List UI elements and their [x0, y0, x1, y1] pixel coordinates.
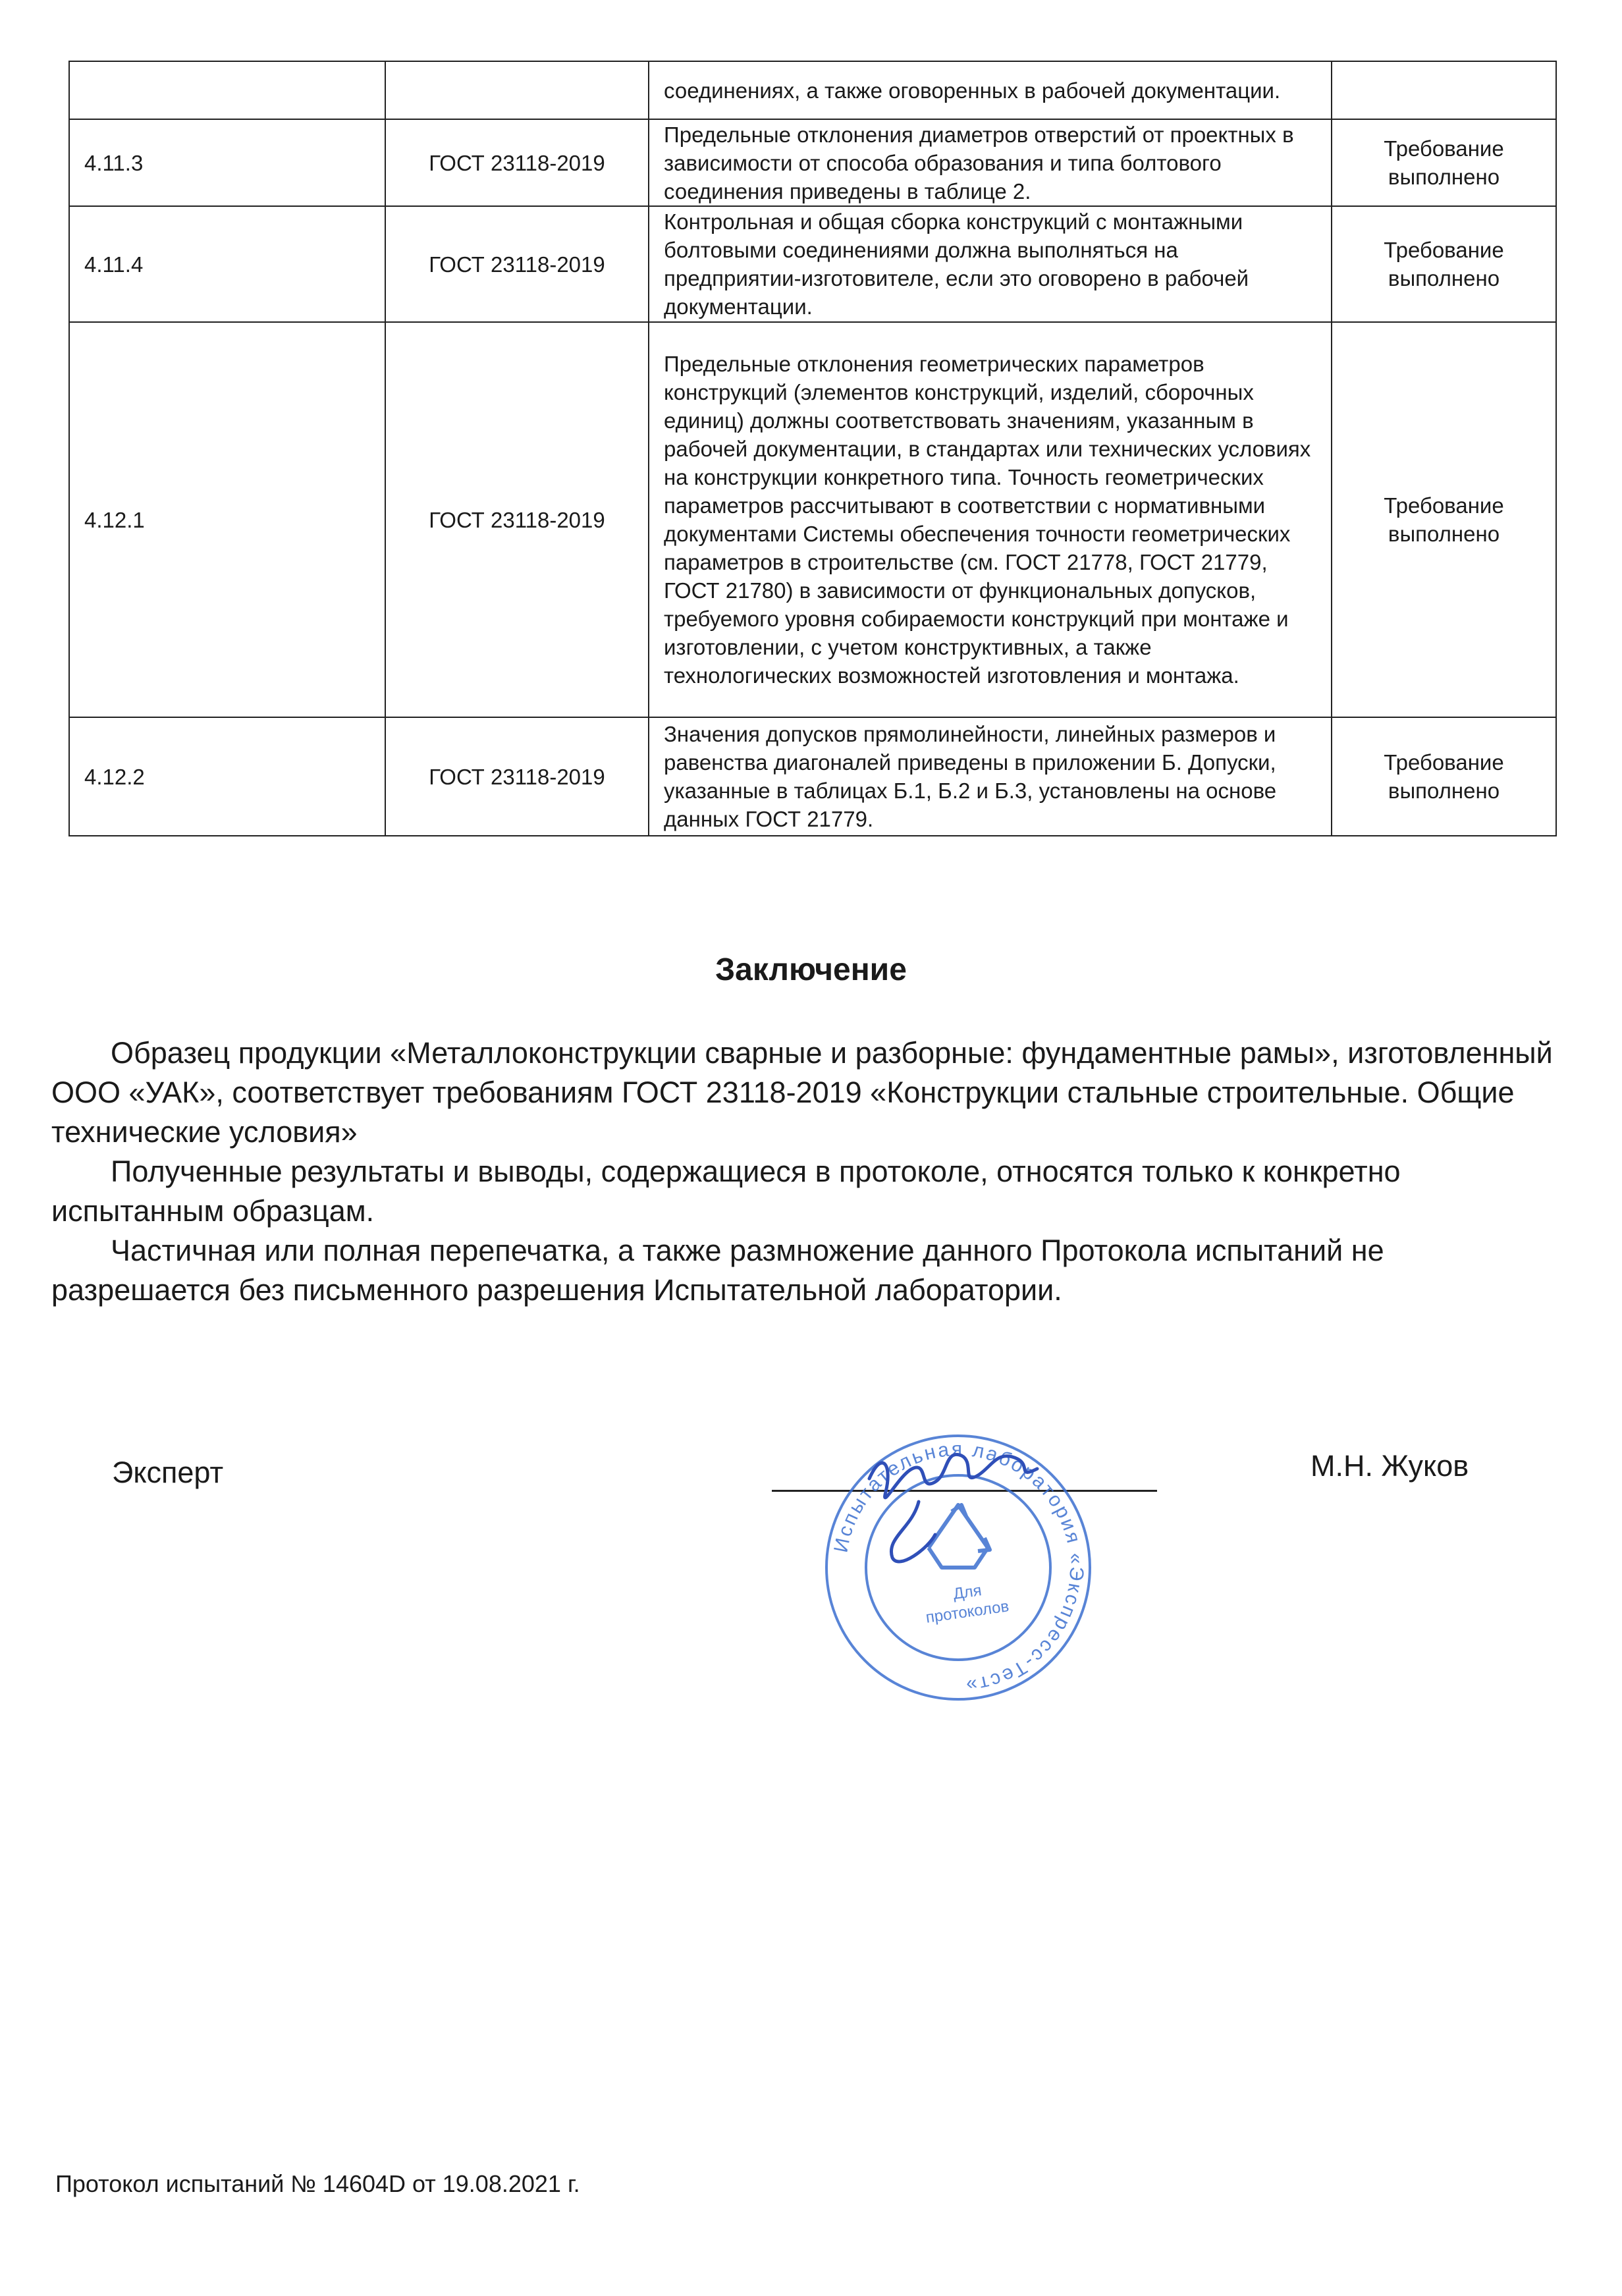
requirements-table: [68, 61, 1557, 836]
requirement-text: Значения допусков прямолинейности, линейных размеров и равенства диагоналей приведены в приложении Б. Допуски, указанные в таблицах Б.1, Б.2 и Б.3, установлены на основе данных ГОСТ 21779.: [649, 717, 1332, 836]
requirement-text: Контрольная и общая сборка конструкций с монтажными болтовыми соединениями должна выполняться на предприятии-изготовителе, если это оговорено в рабочей документации.: [649, 206, 1332, 322]
expert-name: М.Н. Жуков: [1311, 1449, 1469, 1483]
clause-number: [69, 61, 385, 119]
clause-number: 4.12.2: [69, 717, 385, 836]
standard-ref: ГОСТ 23118-2019: [385, 206, 649, 322]
result-status: Требование выполнено: [1332, 322, 1556, 717]
lab-stamp: [820, 1370, 1096, 1712]
result-status: Требование выполнено: [1332, 206, 1556, 322]
table-row: [69, 206, 1556, 322]
result-status: Требование выполнено: [1332, 717, 1556, 836]
clause-number: 4.12.1: [69, 322, 385, 717]
result-status: [1332, 61, 1556, 119]
clause-number: 4.11.4: [69, 206, 385, 322]
conclusion-title: Заключение: [715, 952, 907, 987]
table-row: [69, 322, 1556, 717]
standard-ref: [385, 61, 649, 119]
recycle-arrows-icon: [929, 1505, 990, 1568]
table-row: [69, 119, 1556, 206]
conclusion-paragraph: Образец продукции «Металлоконструкции сварные и разборные: фундаментные рамы», изготовленный ООО «УАК», соответствует требованиям ГОСТ 23118-2019 «Конструкции стальные строительные. Общие технические условия»: [51, 1036, 1553, 1149]
conclusion-body: [51, 1033, 1566, 1310]
signature-row: [0, 1449, 1622, 1508]
conclusion-paragraph: Полученные результаты и выводы, содержащиеся в протоколе, относятся только к конкретно испытанным образцам.: [51, 1155, 1401, 1228]
standard-ref: ГОСТ 23118-2019: [385, 717, 649, 836]
requirements-table-wrap: [68, 61, 1555, 836]
stamp-ring-text: Испытательная лаборатория «Экспресс-Тест»: [830, 1438, 1088, 1697]
clause-number: 4.11.3: [69, 119, 385, 206]
requirement-text: соединениях, а также оговоренных в рабочей документации.: [649, 61, 1332, 119]
stamp-center-line2: протоколов: [925, 1597, 1010, 1627]
table-row: [69, 717, 1556, 836]
table-row: [69, 61, 1556, 119]
requirement-text: Предельные отклонения диаметров отверстий от проектных в зависимости от способа образования и типа болтового соединения приведены в таблице 2.: [649, 119, 1332, 206]
standard-ref: ГОСТ 23118-2019: [385, 119, 649, 206]
standard-ref: ГОСТ 23118-2019: [385, 322, 649, 717]
expert-label: Эксперт: [112, 1456, 224, 1489]
requirement-text: Предельные отклонения геометрических параметров конструкций (элементов конструкций, изделий, сборочных единиц) должны соответствовать значениям, указанным в рабочей документации, в стандартах или технических условиях на конструкции конкретного типа. Точность геометрических параметров рассчитывают в соответствии с нормативными документами Системы обеспечения точности геометрических параметров в строительстве (см. ГОСТ 21778, ГОСТ 21779, ГОСТ 21780) в зависимости от функциональных допусков, требуемого уровня собираемости конструкций при монтаже и изготовлении, с учетом конструктивных, а также технологических возможностей изготовления и монтажа.: [649, 322, 1332, 717]
stamp-center-line1: Для: [952, 1581, 983, 1603]
footer-protocol: Протокол испытаний № 14604D от 19.08.2021 г.: [55, 2170, 580, 2197]
conclusion-paragraph: Частичная или полная перепечатка, а также размножение данного Протокола испытаний не разрешается без письменного разрешения Испытательной лаборатории.: [51, 1234, 1384, 1307]
result-status: Требование выполнено: [1332, 119, 1556, 206]
